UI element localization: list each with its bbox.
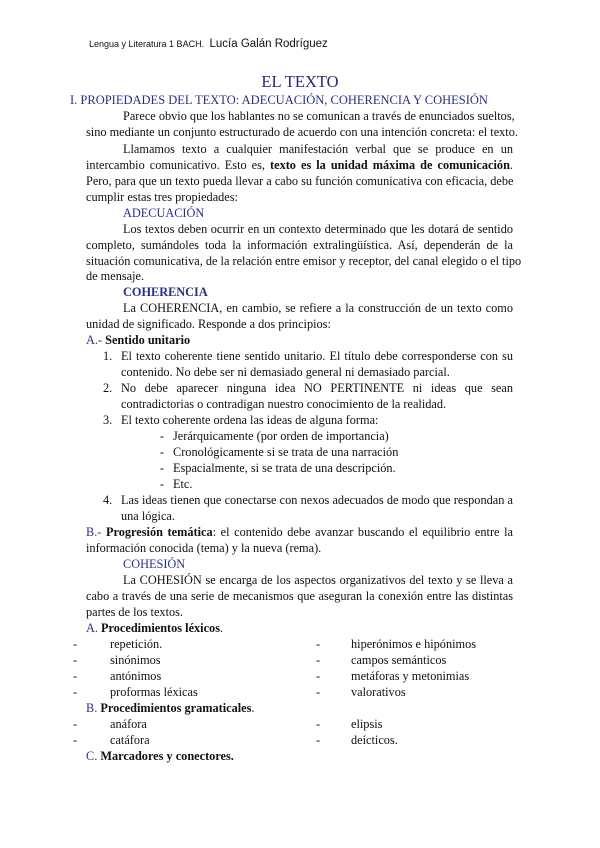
paragraph-line: situación comunicativa, de la relación entre emisor y receptor, del canal elegido o el tipo	[86, 254, 522, 268]
sub-list-item: Espacialmente, si se trata de una descripción.	[173, 461, 396, 475]
paragraph-line: La COHERENCIA, en cambio, se refiere a la construcción de un texto como	[123, 301, 513, 315]
dash-bullet: -	[160, 429, 165, 443]
list-item: Las ideas tienen que conectarse con nexos adecuados de modo que respondan a	[121, 493, 513, 507]
dash-bullet: -	[73, 685, 78, 699]
course-label: Lengua y Literatura 1 BACH.	[89, 39, 205, 49]
paragraph-line: cabo a través de una serie de mecanismos que aseguran la conexión entre las distintas	[86, 589, 513, 603]
list-number: 2.	[103, 381, 113, 395]
paragraph-line: partes de los textos.	[86, 605, 183, 619]
paragraph-line: Llamamos texto a cualquier manifestación verbal que se produce en un	[123, 142, 513, 156]
dash-bullet: -	[73, 653, 78, 667]
list-item: proformas léxicas	[110, 685, 198, 699]
list-item: catáfora	[110, 733, 150, 747]
paragraph-line: intercambio comunicativo. Esto es, texto es la unidad máxima de comunicación.	[86, 158, 513, 172]
sub-list-item: Jerárquicamente (por orden de importancia)	[173, 429, 389, 443]
list-item: contenido. No debe ser ni demasiado general ni demasiado parcial.	[121, 365, 450, 379]
page-header	[89, 35, 328, 52]
principle-a: A.- Sentido unitario	[86, 333, 191, 347]
list-item: campos semánticos	[351, 653, 447, 667]
procedures-grammatical-heading: B. Procedimientos gramaticales.	[86, 701, 255, 715]
paragraph-line: completo, sumándoles toda la información extralingüística. Así, dependerán de la	[86, 238, 513, 252]
dash-bullet: -	[73, 717, 78, 731]
dash-bullet: -	[316, 685, 321, 699]
list-item: repetición.	[110, 637, 163, 651]
list-item: deícticos.	[351, 733, 398, 747]
key-definition: texto es la unidad máxima de comunicación	[270, 158, 510, 172]
paragraph-line: unidad de significado. Responde a dos principios:	[86, 317, 331, 331]
paragraph-line: información conocida (tema) y la nueva (rema).	[86, 541, 322, 555]
subsection-heading-coherencia: COHERENCIA	[123, 285, 208, 299]
principle-b: B.- Progresión temática: el contenido debe avanzar buscando el equilibrio entre la	[86, 525, 513, 539]
dash-bullet: -	[316, 733, 321, 747]
list-item: El texto coherente ordena las ideas de alguna forma:	[121, 413, 379, 427]
paragraph-line: Parece obvio que los hablantes no se comunican a través de enunciados sueltos,	[123, 109, 515, 123]
dash-bullet: -	[160, 445, 165, 459]
list-item: No debe aparecer ninguna idea NO PERTINENTE ni ideas que sean	[121, 381, 513, 395]
paragraph-line: cumplir estas tres propiedades:	[86, 190, 238, 204]
paragraph-line: Pero, para que un texto pueda llevar a cabo su función comunicativa con eficacia, debe	[86, 174, 514, 188]
list-item: antónimos	[110, 669, 162, 683]
list-item: una lógica.	[121, 509, 175, 523]
dash-bullet: -	[316, 717, 321, 731]
section-heading: I. PROPIEDADES DEL TEXTO: ADECUACIÓN, COHERENCIA Y COHESIÓN	[70, 93, 488, 107]
subsection-heading-cohesion: COHESIÓN	[123, 557, 186, 571]
list-item: metáforas y metonimias	[351, 669, 470, 683]
list-number: 1.	[103, 349, 113, 363]
dash-bullet: -	[160, 461, 165, 475]
paragraph-line: Los textos deben ocurrir en un contexto determinado que les dotará de sentido	[123, 222, 513, 236]
paragraph-line: sino mediante un conjunto estructurado de acuerdo con una intención concreta: el texto.	[86, 125, 518, 139]
dash-bullet: -	[73, 733, 78, 747]
list-item: valorativos	[351, 685, 406, 699]
sub-list-item: Etc.	[173, 477, 193, 491]
page-title: EL TEXTO	[261, 72, 339, 91]
list-number: 3.	[103, 413, 113, 427]
dash-bullet: -	[73, 669, 78, 683]
list-item: El texto coherente tiene sentido unitario. El título debe corresponderse con su	[121, 349, 513, 363]
dash-bullet: -	[160, 477, 165, 491]
dash-bullet: -	[316, 637, 321, 651]
paragraph-line: La COHESIÓN se encarga de los aspectos organizativos del texto y se lleva a	[123, 573, 513, 587]
dash-bullet: -	[316, 669, 321, 683]
procedures-lexical-heading: A. Procedimientos léxicos.	[86, 621, 224, 635]
sub-list-item: Cronológicamente si se trata de una narración	[173, 445, 399, 459]
author-name: Lucía Galán Rodríguez	[209, 38, 328, 50]
subsection-heading-adecuacion: ADECUACIÓN	[123, 206, 205, 220]
list-item: elipsis	[351, 717, 383, 731]
dash-bullet: -	[316, 653, 321, 667]
markers-connectors-heading: C. Marcadores y conectores.	[86, 749, 234, 763]
list-item: hiperónimos e hipónimos	[351, 637, 477, 651]
dash-bullet: -	[73, 637, 78, 651]
paragraph-line: de mensaje.	[86, 269, 145, 283]
list-item: anáfora	[110, 717, 147, 731]
list-number: 4.	[103, 493, 113, 507]
list-item: contradictorias o contradigan nuestro conocimiento de la realidad.	[121, 397, 447, 411]
list-item: sinónimos	[110, 653, 161, 667]
